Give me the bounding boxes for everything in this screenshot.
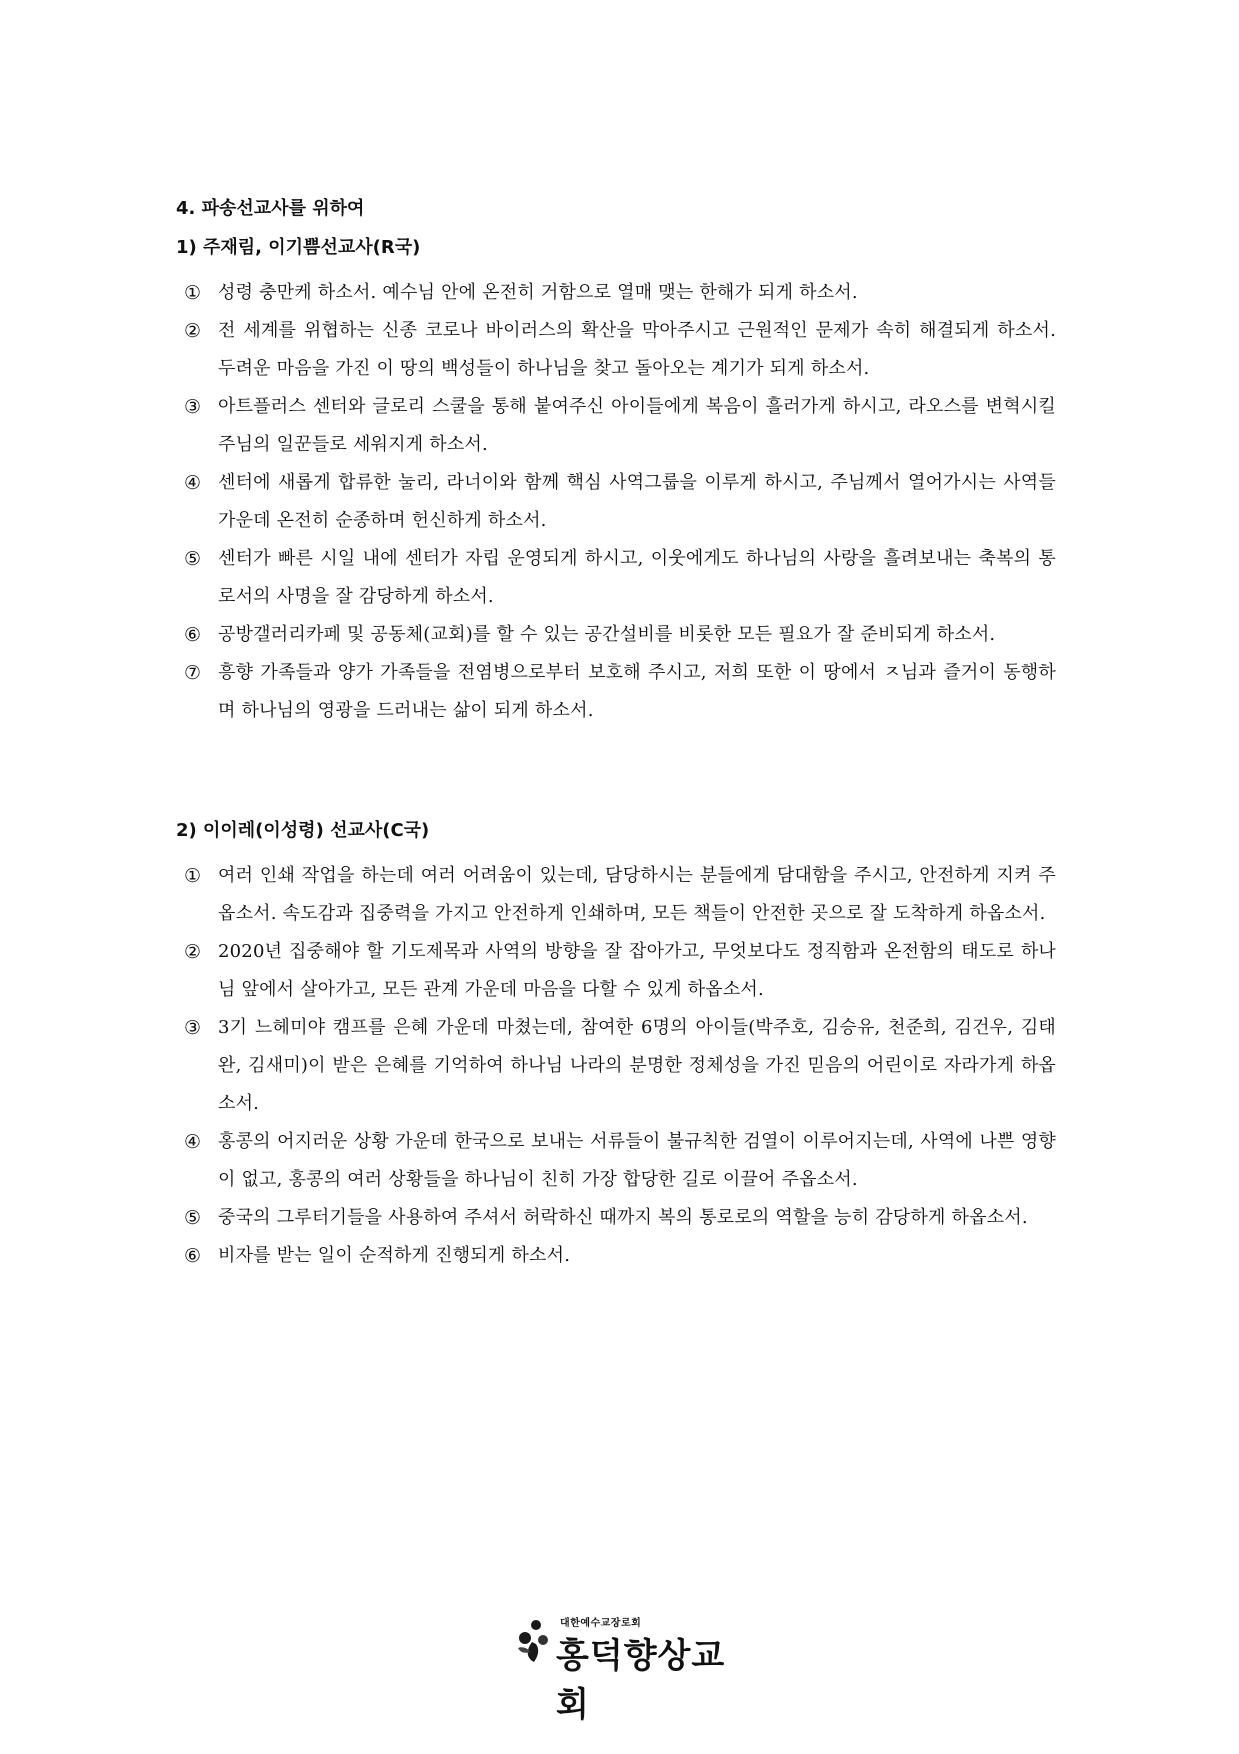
item-text: 센터에 새롭게 합류한 눌리, 라너이와 함께 핵심 사역그룹을 이루게 하시고, 주님께서 열어가시는 사역들 가운데 온전히 순종하며 헌신하게 하소서. xyxy=(218,472,1056,531)
prayer-item xyxy=(176,654,1056,730)
prayer-item xyxy=(176,388,1056,464)
missionary-2-prayer-list xyxy=(176,857,1056,1275)
item-text: 성령 충만케 하소서. 예수님 안에 온전히 거함으로 열매 맺는 한해가 되게 하소서. xyxy=(218,282,858,303)
prayer-item xyxy=(176,1009,1056,1123)
prayer-item xyxy=(176,540,1056,616)
prayer-item xyxy=(176,464,1056,540)
church-name: 홍덕향상교회 xyxy=(556,1636,726,1725)
prayer-item xyxy=(176,274,1056,312)
item-text: 센터가 빠른 시일 내에 센터가 자립 운영되게 하시고, 이웃에게도 하나님의 사랑을 흘려보내는 축복의 통로서의 사명을 잘 감당하게 하소서. xyxy=(218,548,1056,607)
item-number: ⑤ xyxy=(184,548,202,570)
prayer-item xyxy=(176,1237,1056,1275)
item-number: ⑥ xyxy=(184,1245,202,1267)
item-text: 비자를 받는 일이 순적하게 진행되게 하소서. xyxy=(218,1245,571,1266)
item-text: 여러 인쇄 작업을 하는데 여러 어려움이 있는데, 담당하시는 분들에게 담대함을 주시고, 안전하게 지켜 주옵소서. 속도감과 집중력을 가지고 안전하게 인쇄하며, 모든 책들이 안전한 곳으로 잘 도착하게 하옵소서. xyxy=(218,865,1056,924)
item-number: ④ xyxy=(184,1131,202,1153)
item-number: ④ xyxy=(184,472,202,494)
item-number: ② xyxy=(184,941,202,963)
prayer-item xyxy=(176,1199,1056,1237)
denomination-label: 대한예수교장로회 xyxy=(560,1618,642,1629)
missionary-2-heading: 2) 이이레(이성령) 선교사(C국) xyxy=(176,820,430,841)
item-number: ③ xyxy=(184,1017,202,1039)
item-number: ③ xyxy=(184,396,202,418)
missionary-1-prayer-list xyxy=(176,274,1056,730)
item-number: ⑤ xyxy=(184,1207,202,1229)
item-text: 흥향 가족들과 양가 가족들을 전염병으로부터 보호해 주시고, 저희 또한 이 땅에서 ㅈ님과 즐거이 동행하며 하나님의 영광을 드러내는 삶이 되게 하소서. xyxy=(218,662,1056,721)
missionary-1-heading: 1) 주재림, 이기쁨선교사(R국) xyxy=(176,237,421,258)
item-number: ⑥ xyxy=(184,624,202,646)
section-title: 4. 파송선교사를 위하여 xyxy=(176,198,365,219)
prayer-item xyxy=(176,857,1056,933)
item-text: 공방갤러리카페 및 공동체(교회)를 할 수 있는 공간설비를 비롯한 모든 필요가 잘 준비되게 하소서. xyxy=(218,624,996,645)
item-number: ⑦ xyxy=(184,662,202,684)
item-text: 중국의 그루터기들을 사용하여 주셔서 허락하신 때까지 복의 통로로의 역할을 능히 감당하게 하옵소서. xyxy=(218,1207,1028,1228)
church-logo xyxy=(512,1614,732,1725)
item-text: 홍콩의 어지러운 상황 가운데 한국으로 보내는 서류들이 불규칙한 검열이 이루어지는데, 사역에 나쁜 영향이 없고, 홍콩의 여러 상황들을 하나님이 친히 가장 합당한 길로 이끌어 주옵소서. xyxy=(218,1131,1056,1190)
item-text: 2020년 집중해야 할 기도제목과 사역의 방향을 잘 잡아가고, 무엇보다도 정직함과 온전함의 태도로 하나님 앞에서 살아가고, 모든 관계 가운데 마음을 다할 수 있게 하옵소서. xyxy=(218,941,1056,1000)
item-number: ① xyxy=(184,865,202,887)
item-number: ① xyxy=(184,282,202,304)
church-emblem-icon xyxy=(512,1618,556,1664)
prayer-item xyxy=(176,616,1056,654)
prayer-item xyxy=(176,312,1056,388)
item-number: ② xyxy=(184,320,202,342)
item-text: 전 세계를 위협하는 신종 코로나 바이러스의 확산을 막아주시고 근원적인 문제가 속히 해결되게 하소서. 두려운 마음을 가진 이 땅의 백성들이 하나님을 찾고 돌아오는 계기가 되게 하소서. xyxy=(218,320,1056,379)
document-body xyxy=(176,196,1056,1275)
prayer-item xyxy=(176,933,1056,1009)
prayer-item xyxy=(176,1123,1056,1199)
item-text: 3기 느헤미야 캠프를 은혜 가운데 마쳤는데, 참여한 6명의 아이들(박주호, 김승유, 천준희, 김건우, 김태완, 김새미)이 받은 은혜를 기억하여 하나님 나라의 분명한 정체성을 가진 믿음의 어린이로 자라가게 하옵소서. xyxy=(218,1017,1056,1114)
item-text: 아트플러스 센터와 글로리 스쿨을 통해 붙여주신 아이들에게 복음이 흘러가게 하시고, 라오스를 변혁시킬 주님의 일꾼들로 세워지게 하소서. xyxy=(218,396,1056,455)
